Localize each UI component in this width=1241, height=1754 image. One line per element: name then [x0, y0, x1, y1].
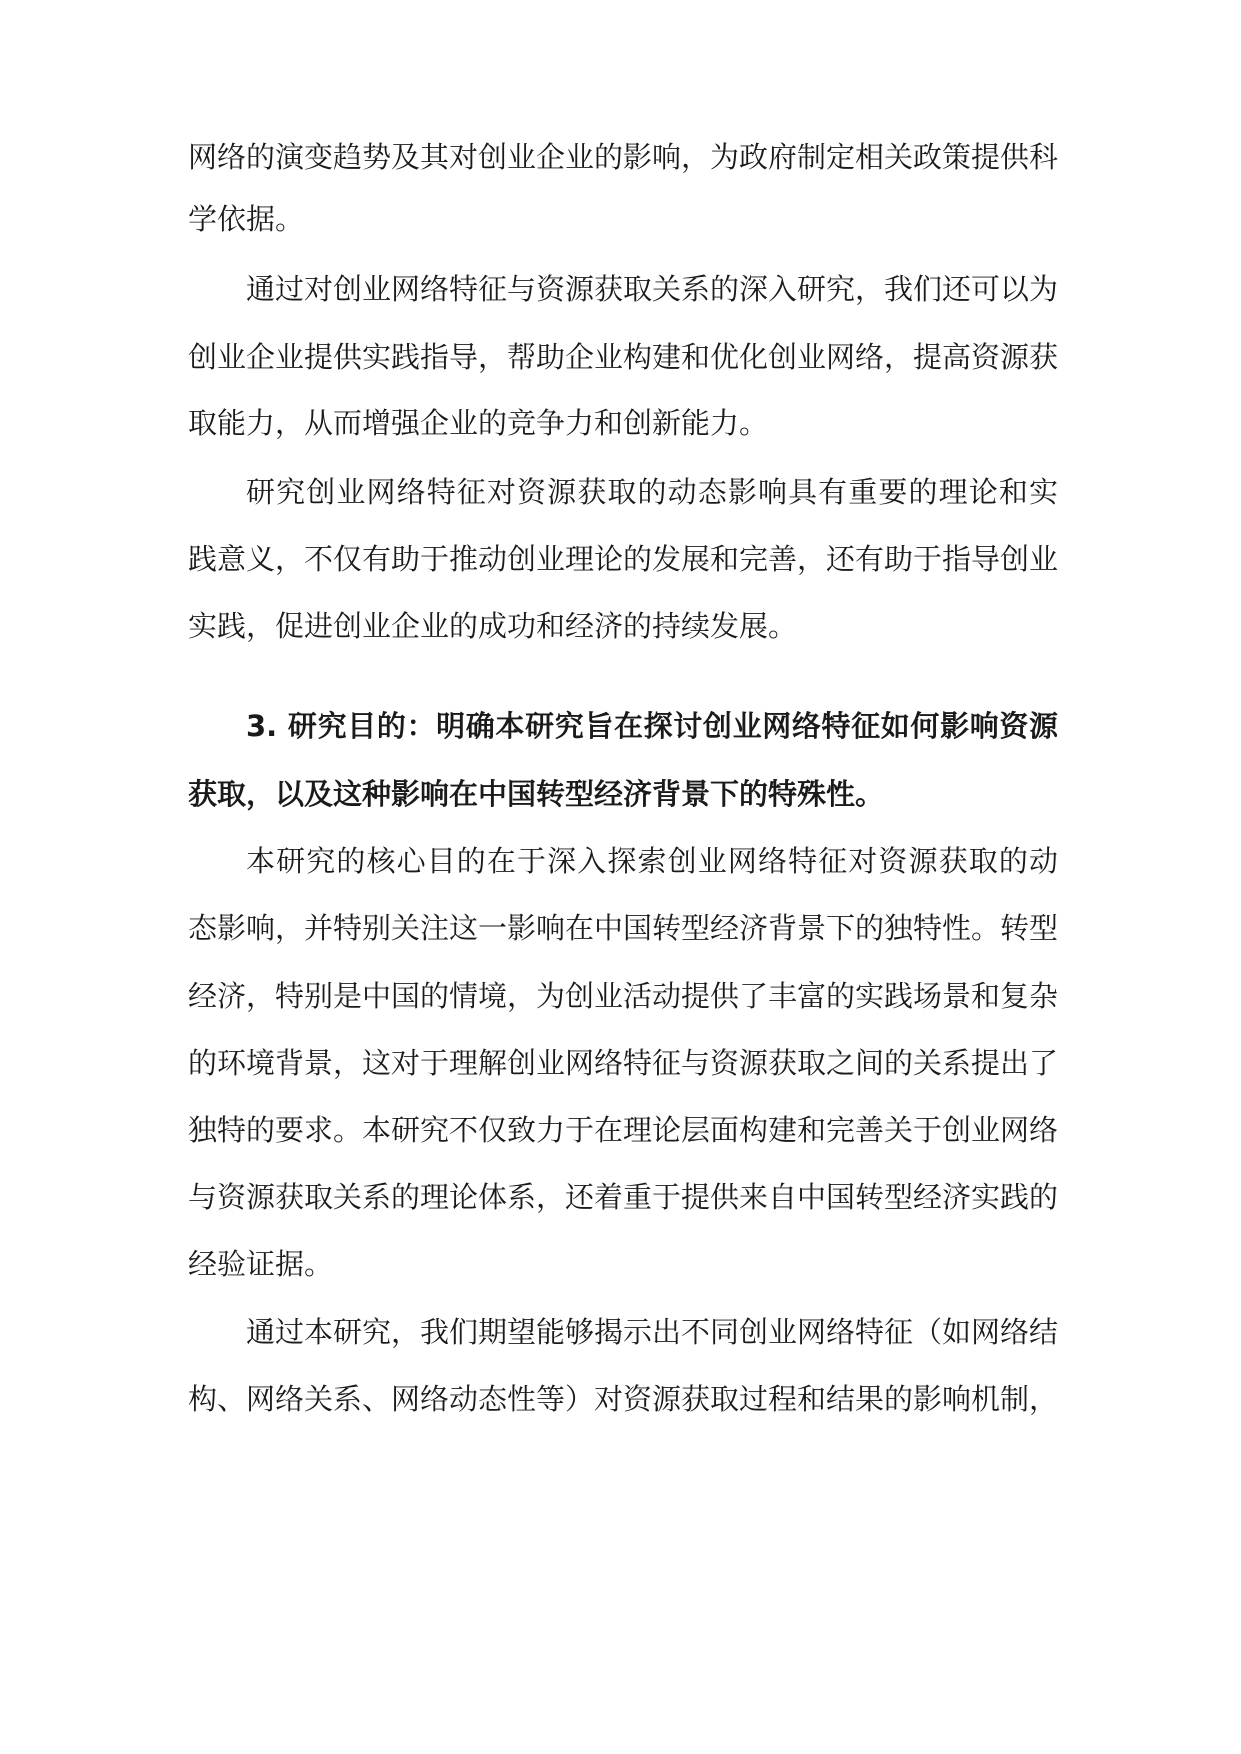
paragraph-line: 态影响，并特别关注这一影响在中国转型经济背景下的独特性。转型 [188, 911, 1059, 945]
paragraph-line: 研究创业网络特征对资源获取的动态影响具有重要的理论和实 [246, 475, 1058, 509]
paragraph-line: 践意义，不仅有助于推动创业理论的发展和完善，还有助于指导创业 [188, 542, 1059, 576]
paragraph-line: 本研究的核心目的在于深入探索创业网络特征对资源获取的动 [246, 844, 1058, 878]
paragraph-line: 通过对创业网络特征与资源获取关系的深入研究，我们还可以为 [246, 272, 1059, 306]
paragraph-line: 网络的演变趋势及其对创业企业的影响，为政府制定相关政策提供科 [188, 140, 1059, 174]
paragraph-line: 的环境背景，这对于理解创业网络特征与资源获取之间的关系提出了 [188, 1046, 1059, 1080]
paragraph-line: 创业企业提供实践指导，帮助企业构建和优化创业网络，提高资源获 [188, 340, 1059, 374]
paragraph-line: 独特的要求。本研究不仅致力于在理论层面构建和完善关于创业网络 [188, 1113, 1059, 1147]
paragraph-line: 学依据。 [188, 202, 305, 236]
paragraph-line: 经济，特别是中国的情境，为创业活动提供了丰富的实践场景和复杂 [188, 979, 1059, 1013]
section-heading: 获取，以及这种影响在中国转型经济背景下的特殊性。 [188, 777, 885, 811]
paragraph-line: 构、网络关系、网络动态性等）对资源获取过程和结果的影响机制， [188, 1382, 1059, 1416]
paragraph-line: 经验证据。 [188, 1247, 334, 1281]
paragraph-line: 取能力，从而增强企业的竞争力和创新能力。 [188, 406, 769, 440]
section-heading: 3. 研究目的：明确本研究旨在探讨创业网络特征如何影响资源 [246, 709, 1058, 743]
paragraph-line: 通过本研究，我们期望能够揭示出不同创业网络特征（如网络结 [246, 1315, 1059, 1349]
paragraph-line: 与资源获取关系的理论体系，还着重于提供来自中国转型经济实践的 [188, 1180, 1059, 1214]
paragraph-line: 实践，促进创业企业的成功和经济的持续发展。 [188, 609, 798, 643]
